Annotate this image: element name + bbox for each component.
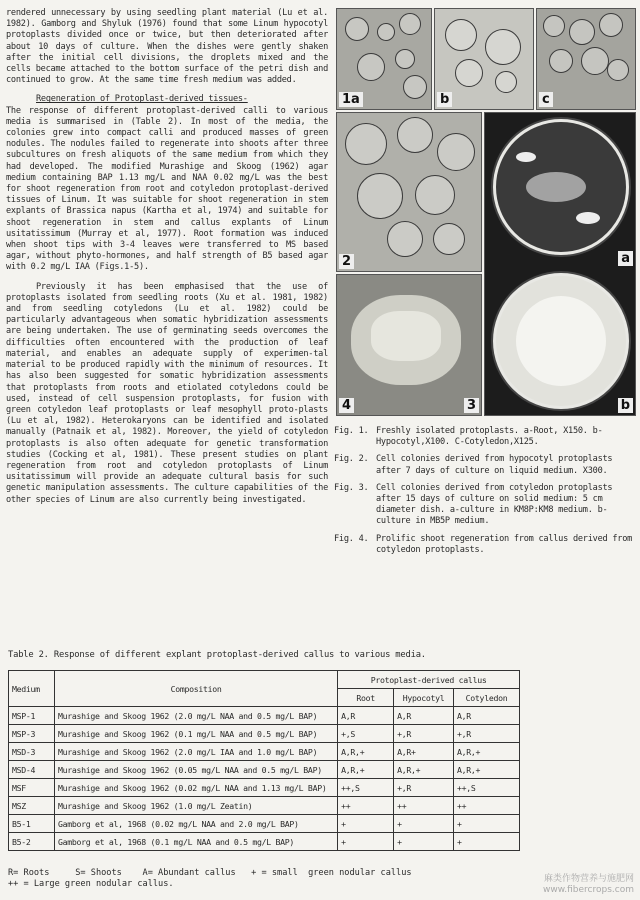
figure-label: c (539, 92, 553, 107)
cell-medium: MSP-3 (9, 725, 55, 743)
cell-composition: Murashige and Skoog 1962 (1.0 mg/L Zeatin) (54, 797, 337, 815)
cell-cotyledon: ++,S (454, 779, 520, 797)
table-row (9, 797, 520, 815)
cell-root: +,S (338, 725, 394, 743)
body-text-column (6, 8, 328, 514)
caption-fig-1: Fig. 1. Freshly isolated protoplasts. a-Root, X150. b-Hypocotyl,X100. C-Cotyledon,X125. (334, 426, 603, 448)
cell-hypocotyl: ++ (394, 797, 454, 815)
table-row (9, 725, 520, 743)
cell-hypocotyl: A,R+ (394, 743, 454, 761)
table-row (9, 761, 520, 779)
figure-label: 2 (339, 254, 354, 269)
cell-root: ++,S (338, 779, 394, 797)
legend-line-2: ++ = Large green nodular callus. (8, 879, 174, 889)
cell-composition: Murashige and Skoog 1962 (0.02 mg/L NAA and 1.13 mg/L BAP) (54, 779, 337, 797)
figure-label: a (618, 251, 633, 266)
cell-composition: Murashige and Skoog 1962 (0.05 mg/L NAA and 0.5 mg/L BAP) (54, 761, 337, 779)
cell-hypocotyl: A,R,+ (394, 761, 454, 779)
figure-label: 1a (339, 92, 363, 107)
table-row (9, 707, 520, 725)
cell-root: A,R,+ (338, 743, 394, 761)
cell-medium: B5-1 (9, 815, 55, 833)
header-cotyledon: Cotyledon (454, 689, 520, 707)
figure-label: 3 (464, 398, 479, 413)
cell-medium: B5-2 (9, 833, 55, 851)
cell-cotyledon: + (454, 815, 520, 833)
header-hypocotyl: Hypocotyl (394, 689, 454, 707)
table-row (9, 779, 520, 797)
figure-captions (334, 426, 634, 562)
table-legend (8, 868, 412, 890)
cell-composition: Murashige and Skoog 1962 (0.1 mg/L NAA and 0.5 mg/L BAP) (54, 725, 337, 743)
figure-1c-photo (536, 8, 636, 110)
paragraph-2: The response of different protoplast-derived calli to various media is summarised in (Table 2). In most of the media, the colonies grew into compact calli and produced masses of green nodules. The nodules failed to regenerate into shoots after three subcultures on fresh aliquots of the same medium from which they had developed. The modified Murashige and Skoog (1962) agar medium containing BAP 1.13 mg/L and NAA 0.02 mg/L was the best for shoot regeneration from root and cotyledon protoplast-derived tissues of Linum. It was suitable for shoot regeneration in stem explants of Brassica napus (Kartha et al, 1974) and suitable for shoot regeneration in stem and callus explants of Linum usitatissimum (Murray et al, 1977). Root formation was induced when shoot tips with 3-4 leaves were transferred to MS based agar, without phyto-hormones, and half strength of B5 based agar with 0.2 mg/L IAA (Figs.1-5). (6, 105, 328, 273)
cell-cotyledon: ++ (454, 797, 520, 815)
figure-3-photo (484, 112, 636, 416)
cell-root: + (338, 833, 394, 851)
figure-1a-photo (336, 8, 432, 110)
cell-composition: Gamborg et al, 1968 (0.1 mg/L NAA and 0.5 mg/L BAP) (54, 833, 337, 851)
figure-label: b (618, 398, 633, 413)
cell-composition: Gamborg et al, 1968 (0.02 mg/L NAA and 2.0 mg/L BAP) (54, 815, 337, 833)
table-row (9, 743, 520, 761)
header-root: Root (338, 689, 394, 707)
cell-cotyledon: A,R,+ (454, 761, 520, 779)
cell-cotyledon: + (454, 833, 520, 851)
table-row (9, 833, 520, 851)
watermark: 麻类作物营养与施肥网 www.fibercrops.com (543, 874, 634, 895)
section-heading: Regeneration of Protoplast-derived tissues- (36, 94, 248, 105)
cell-root: ++ (338, 797, 394, 815)
table-row (9, 815, 520, 833)
figure-label: 4 (339, 398, 354, 413)
cell-medium: MSD-3 (9, 743, 55, 761)
cell-root: A,R (338, 707, 394, 725)
header-medium: Medium (9, 671, 55, 707)
caption-fig-3: Fig. 3. Cell colonies derived from cotyledon protoplasts after 15 days of culture on solid medium: 5 cm diameter dish. a-culture in KM8P:KM8 medium. b-culture in MB5P medium. (334, 482, 613, 527)
table-title: Table 2. Response of different explant protoplast-derived callus to various media. (8, 650, 426, 660)
response-table (8, 670, 520, 851)
caption-fig-2: Fig. 2. Cell colonies derived from hypocotyl protoplasts after 7 days of culture on liquid medium. X300. (334, 454, 613, 476)
paragraph-1: rendered unnecessary by using seedling plant material (Lu et al. 1982). Gamborg and Shyluk (1976) found that some Linum hypocotyl protoplasts divided once or twice, but then deteriorated after about 10 days of culture. When the dishes were gently shaken after the initial cell divisions, the droplets mixed and the cells became attached to the bottom surface of the petri dish and continued to grow. At the same time fresh medium was added. (6, 8, 328, 86)
figure-2-photo (336, 112, 482, 272)
caption-fig-4: Fig. 4. Prolific shoot regeneration from callus derived from cotyledon protoplasts. (334, 533, 633, 555)
cell-medium: MSF (9, 779, 55, 797)
cell-cotyledon: A,R,+ (454, 743, 520, 761)
cell-root: A,R,+ (338, 761, 394, 779)
figure-label: b (437, 92, 452, 107)
cell-cotyledon: A,R (454, 707, 520, 725)
figure-1b-photo (434, 8, 534, 110)
cell-medium: MSD-4 (9, 761, 55, 779)
header-group: Protoplast-derived callus (338, 671, 520, 689)
figure-4-photo (336, 274, 482, 416)
cell-composition: Murashige and Skoog 1962 (2.0 mg/L NAA and 0.5 mg/L BAP) (54, 707, 337, 725)
cell-hypocotyl: A,R (394, 707, 454, 725)
cell-medium: MSP-1 (9, 707, 55, 725)
cell-hypocotyl: + (394, 815, 454, 833)
legend-line-1: R= Roots S= Shoots A= Abundant callus + = small green nodular callus (8, 868, 412, 878)
header-composition: Composition (54, 671, 337, 707)
cell-hypocotyl: + (394, 833, 454, 851)
paragraph-3: Previously it has been emphasised that the use of protoplasts isolated from seedling roots (Xu et al. 1981, 1982) and from seedling cotyledons (Lu et al. 1982) could be particularly advantageous when somatic hybridization assessments are being undertaken. The use of germinating seeds overcomes the difficulties often encountered with the production of leaf material, and enables an adequate supply of experimen-tal material to be produced rapidly with the minimum of resources. It has also been suggested for somatic hybridization assessments that protoplasts from roots and etiolated cotyledons could be used, instead of cell suspension protoplasts, for fusion with green cotyledon leaf protoplasts or leaf mesophyll proto-plasts (Lu et al, 1982). Heterokaryons can be identified and isolated manually (Patnaik et al, 1982). Moreover, the yield of cotyledon protoplasts is also often adequate for genetic transformation studies (Cocking et al, 1981). These present studies on plant regeneration from root and cotyledon protoplasts of Linum usitatissimum will provide an adequate cultural basis for such genetic manipulation assessments. The culture capabilities of the other species of Linum are also currently being investigated. (6, 281, 328, 505)
cell-root: + (338, 815, 394, 833)
cell-composition: Murashige and Skoog 1962 (2.0 mg/L IAA and 1.0 mg/L BAP) (54, 743, 337, 761)
cell-medium: MSZ (9, 797, 55, 815)
cell-cotyledon: +,R (454, 725, 520, 743)
cell-hypocotyl: +,R (394, 725, 454, 743)
cell-hypocotyl: +,R (394, 779, 454, 797)
table-header-row (9, 671, 520, 689)
